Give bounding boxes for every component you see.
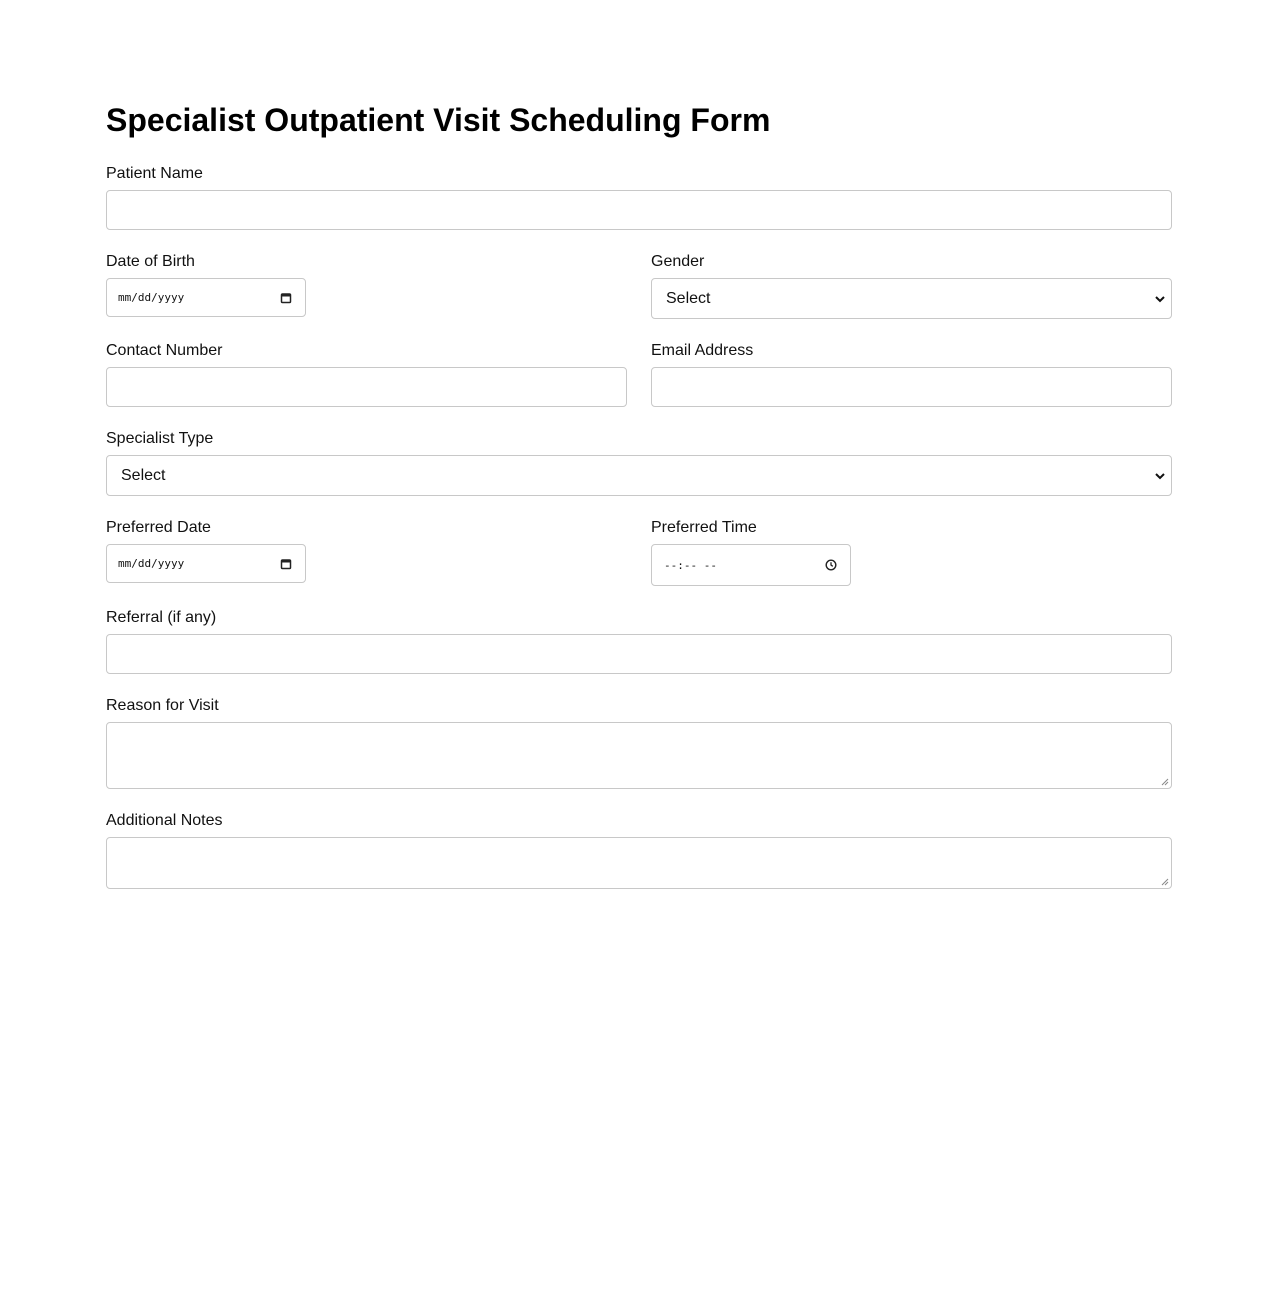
dob-placeholder: mm/dd/yyyy — [118, 291, 185, 304]
clock-icon[interactable] — [825, 559, 837, 571]
dob-input[interactable] — [106, 278, 306, 317]
referral-label: Referral (if any) — [106, 609, 217, 626]
gender-label: Gender — [651, 253, 705, 270]
specialist-label: Specialist Type — [106, 430, 214, 447]
patient-name-input[interactable] — [106, 190, 1172, 230]
patient-name-label: Patient Name — [106, 165, 203, 182]
contact-input[interactable] — [106, 367, 627, 407]
contact-label: Contact Number — [106, 342, 223, 359]
resize-handle-icon[interactable] — [1161, 878, 1169, 886]
chevron-down-icon — [1155, 295, 1165, 303]
gender-selected: Select — [666, 289, 711, 307]
referral-input[interactable] — [106, 634, 1172, 674]
dob-label: Date of Birth — [106, 253, 195, 270]
calendar-icon[interactable] — [280, 292, 292, 304]
email-input[interactable] — [651, 367, 1172, 407]
preferred-time-input[interactable] — [651, 544, 851, 586]
specialist-selected: Select — [121, 466, 166, 484]
chevron-down-icon — [1155, 472, 1165, 480]
notes-textarea[interactable] — [106, 837, 1172, 889]
page-title: Specialist Outpatient Visit Scheduling Form — [106, 102, 771, 138]
preferred-date-input[interactable] — [106, 544, 306, 583]
notes-label: Additional Notes — [106, 812, 223, 829]
preferred-date-placeholder: mm/dd/yyyy — [118, 557, 185, 570]
calendar-icon[interactable] — [280, 558, 292, 570]
email-label: Email Address — [651, 342, 754, 359]
preferred-time-label: Preferred Time — [651, 519, 757, 536]
preferred-date-label: Preferred Date — [106, 519, 211, 536]
gender-select[interactable] — [651, 278, 1172, 319]
reason-label: Reason for Visit — [106, 697, 219, 714]
specialist-select[interactable] — [106, 455, 1172, 496]
resize-handle-icon[interactable] — [1161, 778, 1169, 786]
preferred-time-placeholder: --:-- -- — [664, 558, 717, 572]
reason-textarea[interactable] — [106, 722, 1172, 789]
